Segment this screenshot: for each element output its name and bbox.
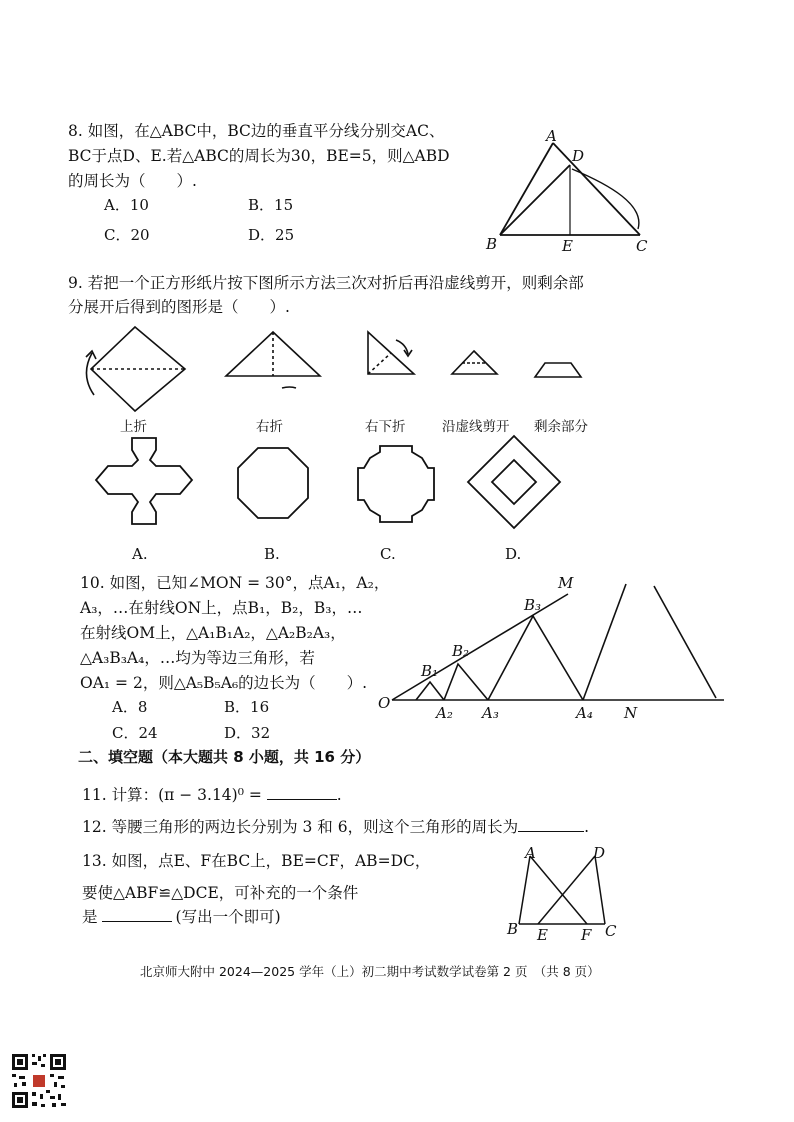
q10-option-a: A．8 bbox=[112, 698, 148, 716]
q13-label-a: A bbox=[525, 844, 536, 862]
q8-label-c: C bbox=[636, 237, 648, 255]
q9-fold-step-1 bbox=[78, 325, 198, 415]
q11-text: 11. 计算：(π − 3.14)⁰ = bbox=[82, 786, 267, 804]
q10-line-3: 在射线OM上，△A₁B₁A₂，△A₂B₂A₃， bbox=[80, 624, 346, 642]
q8-option-c: C．20 bbox=[104, 226, 150, 244]
q8-line-1: 8. 如图，在△ABC中，BC边的垂直平分线分别交AC、 bbox=[68, 122, 445, 140]
q8-label-a: A bbox=[546, 127, 557, 145]
q9-option-d: D. bbox=[505, 545, 522, 563]
q10-label-a3: A₃ bbox=[482, 704, 499, 722]
q8-option-b: B．15 bbox=[248, 196, 294, 214]
q8-line-2: BC于点D、E.若△ABC的周长为30，BE=5，则△ABD bbox=[68, 147, 450, 165]
q9-caption-3: 右下折 bbox=[365, 419, 406, 435]
q10-option-c: C．24 bbox=[112, 724, 158, 742]
q12-line bbox=[82, 816, 589, 838]
q9-option-b-shape bbox=[236, 446, 310, 520]
q10-label-o: O bbox=[378, 694, 391, 712]
q9-caption-1: 上折 bbox=[120, 419, 147, 435]
q10-line-5: OA₁ = 2，则△A₅B₅A₆的边长为（ ）. bbox=[80, 674, 368, 692]
q9-fold-step-2 bbox=[224, 328, 324, 398]
q10-ray-figure bbox=[378, 572, 728, 722]
q11-line bbox=[82, 784, 342, 806]
q8-triangle-figure bbox=[480, 125, 660, 255]
q10-label-a2: A₂ bbox=[436, 704, 453, 722]
q8-label-d: D bbox=[572, 147, 585, 165]
q13-line-3 bbox=[82, 906, 281, 928]
q13-label-e: E bbox=[537, 926, 548, 944]
q9-caption-2: 右折 bbox=[256, 419, 283, 435]
q13-label-f: F bbox=[581, 926, 592, 944]
q8-label-b: B bbox=[486, 235, 498, 253]
q10-label-b1: B₁ bbox=[421, 662, 439, 680]
q10-line-2: A₃，…在射线ON上，点B₁，B₂，B₃，… bbox=[80, 599, 363, 617]
q11-tail: . bbox=[336, 786, 342, 804]
q9-fold-step-5 bbox=[533, 360, 585, 382]
q8-label-e: E bbox=[562, 237, 573, 255]
section-2-heading: 二、填空题（本大题共 8 小题，共 16 分） bbox=[78, 748, 371, 766]
page-footer: 北京师大附中 2024—2025 学年（上）初二期中考试数学试卷第 2 页 （共 8 页） bbox=[140, 964, 600, 979]
q13-line3-post: (写出一个即可) bbox=[175, 908, 281, 926]
q10-line-4: △A₃B₃A₄，…均为等边三角形，若 bbox=[80, 649, 315, 667]
q13-label-c: C bbox=[605, 922, 617, 940]
q9-caption-4: 沿虚线剪开 bbox=[442, 419, 510, 435]
q9-option-d-shape bbox=[464, 432, 564, 532]
q8-option-d: D．25 bbox=[248, 226, 295, 244]
q10-option-b: B．16 bbox=[224, 698, 270, 716]
q9-option-a: A. bbox=[132, 545, 148, 563]
q13-answer-blank[interactable] bbox=[102, 907, 172, 922]
q13-line-2: 要使△ABF≌△DCE，可补充的一个条件 bbox=[82, 884, 359, 902]
q9-line-1: 9. 若把一个正方形纸片按下图所示方法三次对折后再沿虚线剪开，则剩余部 bbox=[68, 274, 584, 292]
q9-option-c: C. bbox=[380, 545, 396, 563]
q13-figure bbox=[505, 844, 620, 944]
q9-option-a-shape bbox=[94, 436, 194, 526]
q12-text: 12. 等腰三角形的两边长分别为 3 和 6，则这个三角形的周长为 bbox=[82, 818, 519, 836]
q10-label-a4: A₄ bbox=[576, 704, 593, 722]
qr-code[interactable] bbox=[10, 1052, 68, 1110]
q9-caption-5: 剩余部分 bbox=[534, 419, 588, 435]
q13-line3-pre: 是 bbox=[82, 908, 98, 926]
q13-label-b: B bbox=[507, 920, 519, 938]
q10-option-d: D．32 bbox=[224, 724, 271, 742]
q9-option-b: B. bbox=[264, 545, 280, 563]
q9-option-c-shape bbox=[356, 444, 436, 524]
q12-answer-blank[interactable] bbox=[518, 817, 584, 832]
q8-option-a: A．10 bbox=[104, 196, 149, 214]
q9-fold-step-4 bbox=[450, 348, 502, 378]
q10-label-b2: B₂ bbox=[452, 642, 470, 660]
q10-line-1: 10. 如图，已知∠MON = 30°，点A₁，A₂， bbox=[80, 574, 390, 592]
q11-answer-blank[interactable] bbox=[267, 785, 337, 800]
q9-line-2: 分展开后得到的图形是（ ）. bbox=[68, 298, 290, 316]
q10-label-b3: B₃ bbox=[524, 596, 542, 614]
q10-label-n: N bbox=[624, 704, 638, 722]
q13-line-1: 13. 如图，点E、F在BC上，BE=CF，AB=DC， bbox=[82, 852, 431, 870]
q10-label-m: M bbox=[558, 574, 574, 592]
q9-fold-step-3 bbox=[362, 328, 422, 380]
q8-line-3: 的周长为（ ）. bbox=[68, 172, 197, 190]
q13-label-d: D bbox=[593, 844, 606, 862]
q12-tail: . bbox=[584, 818, 590, 836]
